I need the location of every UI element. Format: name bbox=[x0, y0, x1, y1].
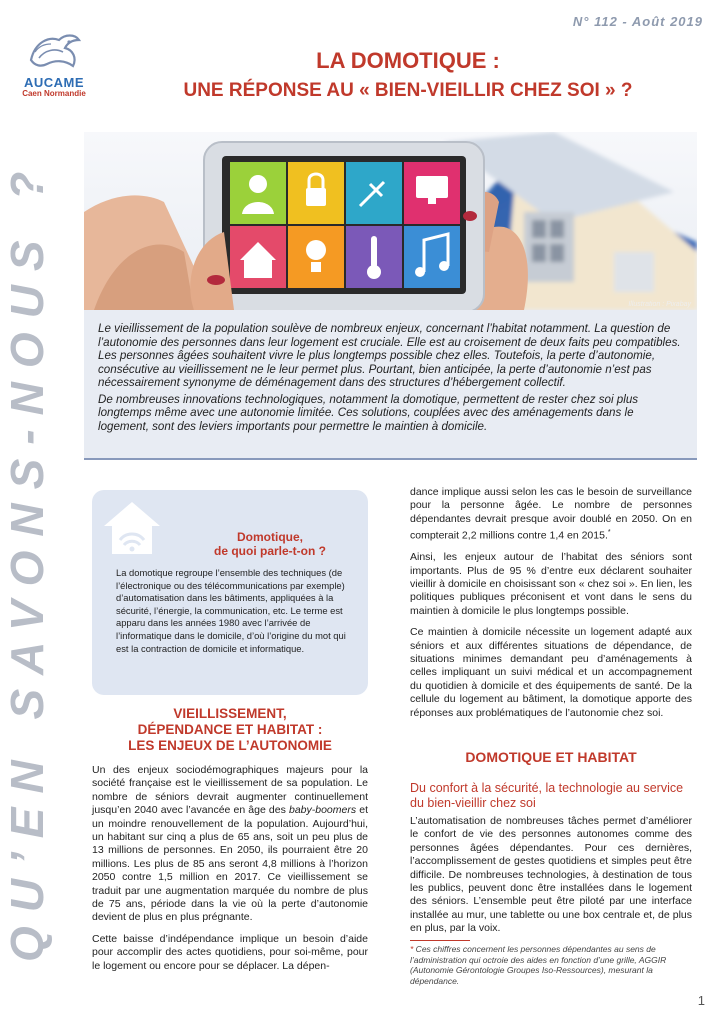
aucame-logo[interactable] bbox=[14, 30, 94, 98]
definition-box bbox=[92, 490, 368, 695]
intro-paragraph-1: Le vieillissement de la population soulève de nombreux enjeux, concernant l’habitat notamment. La question de l’autonomie des personnes dans leur logement est cruciale. Elle est au croisement de deux faits peu compatibles. Les personnes âgées souhaitent vivre le plus longtemps possible chez elles. Toutefois, la perte d’autonomie, consécutive au vieillissement ne le leur permet plus. Pourtant, bien anticipée, la perte d’autonomie n’est pas nécessairement synonyme de déménagement dans des structures d’hébergement collectif. bbox=[98, 322, 681, 389]
smartphone-house-image bbox=[84, 132, 697, 310]
footnote-text: Ces chiffres concernent les personnes dépendantes au sens de l’administration qui octroie des aides en fonction d’une grille, AGGIR (Autonomie Gérontologie Groupes Iso-Ressources), mesurant la dépendance. bbox=[410, 944, 667, 986]
box-text: La domotique regroupe l’ensemble des techniques (de l’électronique ou des télécommunications par exemple) d’automatisation dans les bâtiments, appliquées à la sécurité, l’énergie, la communication, etc. Le terme est apparu dans les années 1980 avec l’arrivée de l’informatique dans le domicile, d’où l’origine du mot qui est la contraction de domicile et informatique. bbox=[116, 567, 346, 654]
page-number: 1 bbox=[697, 993, 705, 1008]
bird-logo-icon bbox=[25, 30, 83, 74]
title-line-2: UNE RÉPONSE AU « BIEN-VIEILLIR CHEZ SOI » ? bbox=[183, 80, 633, 101]
title-line-1: LA DOMOTIQUE : bbox=[316, 48, 500, 73]
page-title bbox=[98, 46, 718, 106]
section-heading-line-1: VIEILLISSEMENT, bbox=[173, 706, 287, 721]
left-column bbox=[92, 764, 368, 973]
box-title-line-1: Domotique, bbox=[237, 530, 303, 544]
logo-name: AUCAME bbox=[23, 75, 85, 90]
intro-paragraph-2: De nombreuses innovations technologiques, notamment la domotique, permettent de rester chez soi plus longtemps même avec une autonomie limitée. Ces solutions, couplées avec des aménagements dans le logement, sont des leviers importants pour permettre le maintien à domicile. bbox=[98, 392, 639, 433]
aging-paragraph-2: Cette baisse d’indépendance implique un besoin d’aide pour accomplir des actes quotidiens, pour soi-même, pour le logement ou encore pour se déplacer. La dépen- bbox=[92, 932, 368, 972]
aging-paragraph-1-end: et un moindre renouvellement de la population. Aujourd’hui, un habitant sur cinq a plus de 65 ans, soit un peu plus de 13 millions de personnes. En 2050, ils pourraient être 20 millions. Les plus de 85 ans seront 4,8 millions à l’horizon 2050 contre 1,5 million en 2017. Ce vieillissement se traduit par une augmentation marquée du nombre de plus de 75 ans, période dans la vie où la perte d’autonomie devient de plus en plus prégnante. bbox=[92, 804, 368, 924]
hero-illustration bbox=[84, 132, 697, 310]
automation-paragraph: L’automatisation de nombreuses tâches permet d’améliorer le confort de vie des personnes autonomes comme des personnes âgées dépendantes. Pour ces dernières, l’accomplissement de gestes quotidiens et simples peut être difficile. De nombreuses technologies, à destination de tous les publics, peuvent donc être installées dans le logement des séniors. L’ensemble peut être piloté par une interface installée au mur, une tablette ou une box centrale et, de plus en plus, par la voix. bbox=[410, 815, 692, 935]
section-heading-aging bbox=[92, 706, 368, 754]
box-title bbox=[186, 530, 354, 558]
dependency-paragraph bbox=[410, 486, 692, 543]
section-heading-domotics: DOMOTIQUE ET HABITAT bbox=[465, 749, 637, 765]
footnote-star: * bbox=[410, 944, 414, 954]
baby-boomers-term: baby-boomers bbox=[288, 804, 357, 817]
box-title-line-2: de quoi parle-t-on ? bbox=[214, 544, 326, 558]
footnote bbox=[410, 944, 692, 986]
intro-box bbox=[84, 310, 697, 460]
image-credit: Illustration : Pixabay bbox=[628, 301, 691, 308]
section-heading-line-2: DÉPENDANCE ET HABITAT : bbox=[137, 722, 323, 737]
housing-paragraph: Ainsi, les enjeux autour de l’habitat des séniors sont importants. Plus de 95 % d’entre eux déclarent souhaiter vieillir à domicile en choisissant son « chez soi ». En lien, les politiques publiques préconisent et vont dans le sens du maintien à domicile le plus longtemps possible. bbox=[410, 551, 692, 617]
home-support-paragraph: Ce maintien à domicile nécessite un logement adapté aux séniors et aux différentes situations de dépendance, de situations minimes demandant peu d’aménagements à celles impliquant un suivi médical et un accompagnement du quotidien à domicile et des équipements de santé. De la cellule du logement au bâtiment, la domotique apporte des réponses aux problématiques de l’autonomie chez soi. bbox=[410, 626, 692, 719]
issue-number: N° 112 - Août 2019 bbox=[572, 14, 703, 29]
right-column-bottom bbox=[410, 815, 692, 936]
dependency-text: dance implique aussi selon les cas le besoin de surveillance pour la personne âgée. Le nombre de personnes dépendantes devrait presque avoir doublé en 2050. On en compterait 2,2 millions contre 1,4 en 2015. bbox=[410, 486, 692, 542]
aging-paragraph-1-start: Un des enjeux sociodémographiques majeurs pour la société française est le vieillissement de sa population. Le nombre de séniors devrait augmenter continuellement jusqu’en 2040 avec l’avancée en âge des bbox=[92, 764, 368, 817]
footnote-divider bbox=[410, 940, 470, 941]
subheading-comfort-security: Du confort à la sécurité, la technologie au service du bien-vieillir chez soi bbox=[410, 781, 684, 810]
right-column-top bbox=[410, 486, 692, 720]
logo-subtitle: Caen Normandie bbox=[22, 89, 86, 98]
smart-home-icon bbox=[102, 500, 162, 561]
aging-paragraph-1 bbox=[92, 764, 368, 925]
side-title: QU’EN SAVONS-NOUS ? bbox=[1, 157, 53, 962]
footnote-ref[interactable]: * bbox=[607, 529, 611, 537]
section-heading-line-3: LES ENJEUX DE L’AUTONOMIE bbox=[128, 738, 332, 753]
